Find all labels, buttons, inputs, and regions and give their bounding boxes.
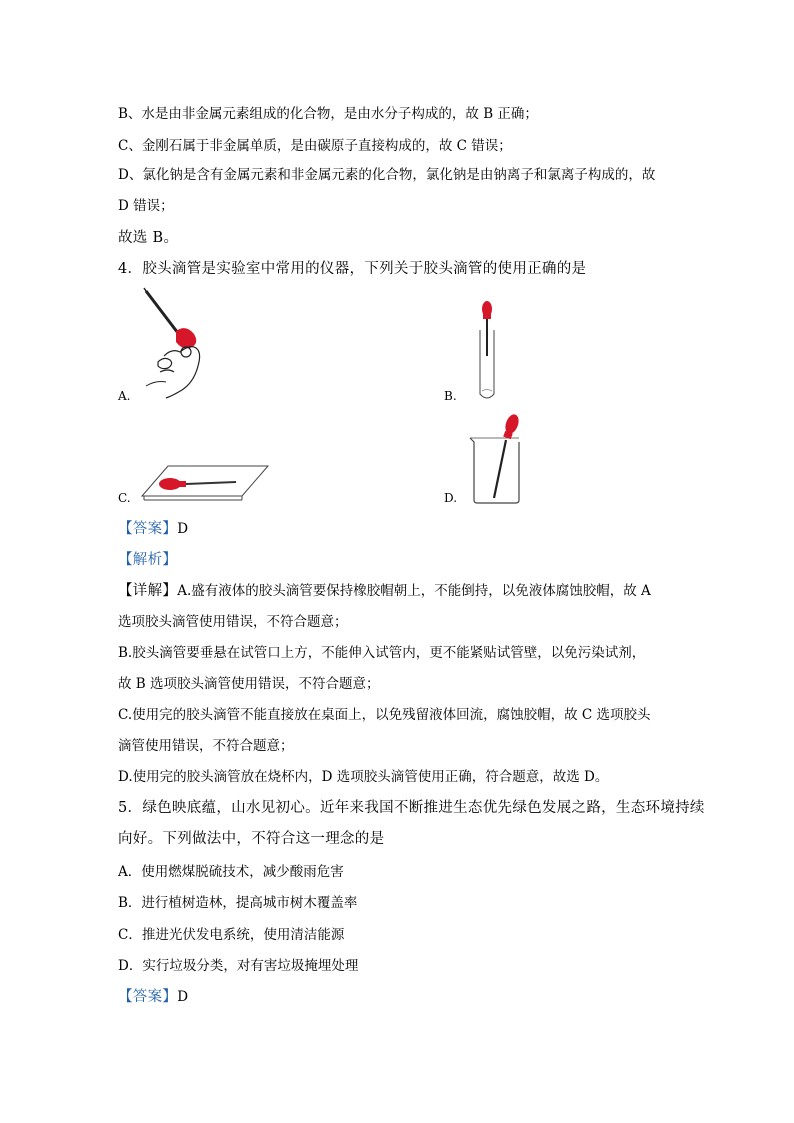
option-c-figure — [140, 462, 270, 502]
q5-option-d: D．实行垃圾分类，对有害垃圾掩埋处理 — [118, 958, 359, 974]
hand-holding-dropper-icon — [136, 286, 206, 404]
q4-detail-c-cont: 滴管使用错误，不符合题意； — [118, 738, 294, 754]
q4-detail-b: B.胶头滴管要垂悬在试管口上方，不能伸入试管内，更不能紧贴试管壁，以免污染试剂， — [118, 645, 646, 661]
q5-answer — [118, 987, 188, 1007]
dropper-on-table-icon — [140, 462, 270, 502]
detail-a-text: A.盛有液体的胶头滴管要保持橡胶帽朝上，不能倒持，以免液体腐蚀胶帽，故 A — [177, 583, 651, 599]
q3-explanation-d-cont: D 错误； — [118, 198, 174, 214]
q3-conclusion: 故选 B。 — [118, 230, 179, 246]
q4-detail-b-cont: 故 B 选项胶头滴管使用错误，不符合题意； — [118, 676, 380, 692]
q4-detail-a — [118, 581, 651, 601]
q5-option-b: B．进行植树造林，提高城市树木覆盖率 — [118, 895, 358, 911]
option-d-label: D. — [444, 491, 458, 505]
option-a-figure — [136, 286, 206, 404]
q5-stem-cont: 向好。下列做法中，不符合这一理念的是 — [118, 831, 385, 847]
option-b-figure — [474, 298, 500, 404]
option-b-label: B. — [444, 389, 457, 403]
q5-option-c: C．推进光伏发电系统，使用清洁能源 — [118, 927, 345, 943]
q5-option-a: A．使用燃煤脱硫技术，减少酸雨危害 — [118, 864, 344, 880]
q3-explanation-d: D、氯化钠是含有金属元素和非金属元素的化合物，氯化钠是由钠离子和氯离子构成的，故 — [118, 167, 656, 183]
option-c-label: C. — [118, 491, 131, 505]
detail-tag: 【详解】 — [118, 583, 178, 599]
q4-detail-d: D.使用完的胶头滴管放在烧杯内，D 选项胶头滴管使用正确，符合题意，故选 D。 — [118, 769, 609, 785]
answer-value: D — [177, 521, 189, 537]
q3-explanation-b: B、水是由非金属元素组成的化合物，是由水分子构成的，故 B 正确； — [118, 106, 538, 122]
option-a-label: A. — [118, 389, 131, 403]
answer-value: D — [177, 989, 189, 1005]
option-d-figure — [466, 412, 528, 506]
q4-stem: 4．胶头滴管是实验室中常用的仪器，下列关于胶头滴管的使用正确的是 — [118, 261, 587, 277]
q4-analysis-heading — [118, 550, 177, 570]
dropper-in-test-tube-icon — [474, 298, 500, 404]
dropper-in-beaker-icon — [466, 412, 528, 506]
answer-tag: 【答案】 — [118, 989, 178, 1005]
analysis-tag: 【解析】 — [118, 552, 178, 568]
q3-explanation-c: C、金刚石属于非金属单质，是由碳原子直接构成的，故 C 错误； — [118, 138, 512, 154]
q4-detail-c: C.使用完的胶头滴管不能直接放在桌面上，以免残留液体回流，腐蚀胶帽，故 C 选项胶头 — [118, 707, 651, 723]
q4-answer — [118, 519, 188, 539]
q4-detail-a-cont: 选项胶头滴管使用错误，不符合题意； — [118, 614, 348, 630]
answer-tag: 【答案】 — [118, 521, 178, 537]
q5-stem: 5．绿色映底蕴，山水见初心。近年来我国不断推进生态优先绿色发展之路，生态环境持续 — [118, 800, 705, 816]
